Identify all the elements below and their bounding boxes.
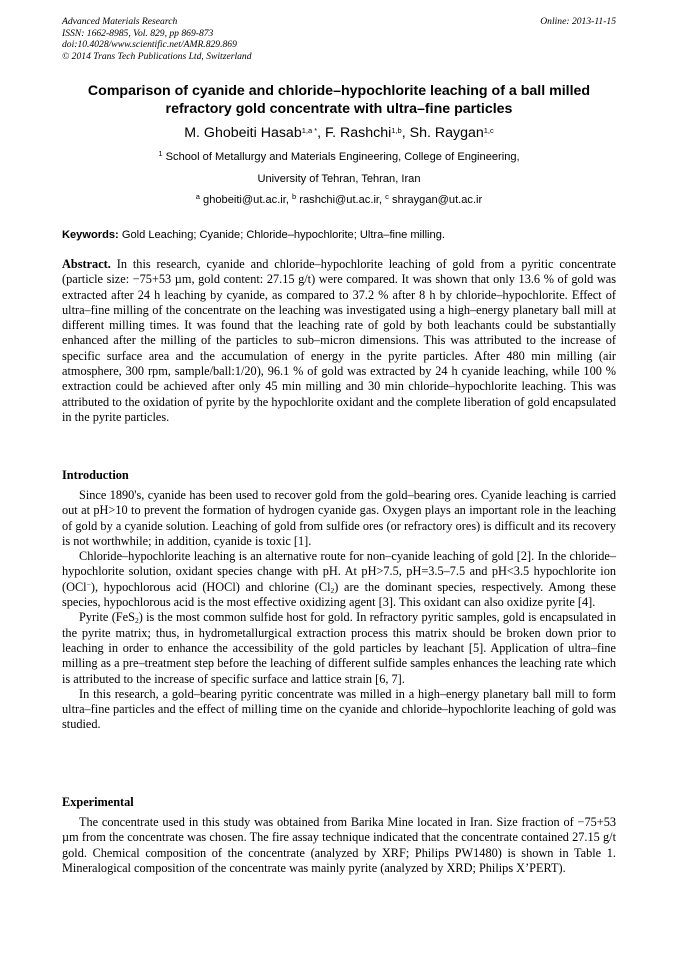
author-name: F. Rashchi [325,125,392,141]
affiliation-line-1: $^1$ School of Metallurgy and Materials Engineering, College of Engineering, [158,149,520,163]
copyright: © 2014 Trans Tech Publications Ltd, Switzerland [62,50,252,62]
introduction-body [62,488,616,733]
experimental-body [62,815,616,876]
paragraph: The concentrate used in this study was obtained from Barika Mine located in Iran. Size fraction of −75+53 µm from the concentrate was chosen. The fire assay technique indicated that the concentrate contained 27.15 g/t gold. Chemical composition of the concentrate (analyzed by XRF; Philips PW1480) is shown in Table 1. Mineralogical composition of the concentrate was mainly pyrite (analyzed by XRD; Philips X’PERT). [62,815,616,875]
abstract-text: In this research, cyanide and chloride–hypochlorite leaching of gold from a pyritic concentrate (particle size: −75+53 µm, gold content: 27.15 g/t) were compared. It was shown that only 13.6 % of gold was extracted after 24 h leaching by cyanide, as compared to 37.2 % after 8 h by chloride–hypochlorite. Effect of ultra–fine milling of the concentrate on the leaching was investigated using a high–energy planetary ball mill at different milling times. It was found that the leaching rate of gold by both leachants could be substantially enhanced after the milling of the particles to sub–micron dimensions. This was attributed to the increase of specific surface area and the accumulation of energy in the pyrite particles. After 480 min milling (air atmosphere, 300 rpm, sample/ball:1/20), 96.1 % of gold was extracted by 24 h cyanide leaching, while 100 % extraction could be achieved after only 45 min milling and 30 min chloride–hypochlorite leaching. This was attributed to the oxidation of pyrite by the hypochlorite oxidant and the complete liberation of gold encapsulated in the pyrite particles. [62,257,617,424]
affiliation-sup: 1 [158,149,163,158]
abstract-label: Abstract. [62,257,111,271]
paragraph: In this research, a gold–bearing pyritic concentrate was milled in a high–energy planetary ball mill to form ultra–fine particles and the effect of milling time on the cyanide and chloride–hypochlorite leaching of gold was studied. [62,686,616,732]
keywords [62,228,616,242]
abstract [62,257,616,425]
author-name: Sh. Raygan [409,125,484,141]
author-sup: 1,c [483,126,494,135]
paragraph: Chloride–hypochlorite leaching is an alternative route for non–cyanide leaching of gold [2]. In the chloride–hypochlorite solution, oxidant species change with pH. At pH>7.5, pH=3.5–7.5 and pH<3.5 hypochlorite ion (OCl−), hypochlorous acid (HOCl) and chlorine $(Cl_2)$ are the dominant species, respectively. Among these species, hypochlorous acid is the most effective oxidizing agent [3]. This oxidant can also oxidize pyrite [4]. [62,549,616,610]
journal-name: Advanced Materials Research [62,16,178,27]
section-heading-introduction: Introduction [62,468,129,482]
doi: doi:10.4028/www.scientific.net/AMR.829.869 [62,39,237,51]
email-link[interactable]: shraygan@ut.ac.ir [392,194,483,206]
author-sup: 1,b [391,126,402,135]
affiliation-line-2: University of Tehran, Tehran, Iran [257,173,421,185]
journal-header [62,16,616,62]
paper-title: Comparison of cyanide and chloride–hypochlorite leaching of a ball milled refractory gold concentrate with ultra–fine particles [87,83,591,117]
issn: ISSN: 1662-8985, Vol. 829, pp 869-873 [62,27,214,39]
email-link[interactable]: rashchi@ut.ac.ir [299,194,379,206]
section-heading-experimental: Experimental [62,795,134,809]
keywords-label: Keywords: [62,229,119,241]
paragraph: Since 1890's, cyanide has been used to recover gold from the gold–bearing ores. Cyanide leaching is carried out at pH>10 to prevent the formation of hydrogen cyanide gas. Oxygen plays an important role in the leaching of gold by a cyanide solution. Leaching of gold from sulfide ores (or refractory ores) is difficult and its recovery is not worthwhile; in addition, cyanide is toxic [1]. [62,488,616,548]
author-sup: 1,a * [301,126,318,135]
author-name: M. Ghobeiti Hasab [184,125,302,141]
email-link[interactable]: ghobeiti@ut.ac.ir [203,194,286,206]
author-list: M. Ghobeiti Hasab$^{1,a *}$, F. Rashchi$^{1,b}$, Sh. Raygan$^{1,c}$ [184,125,494,141]
paragraph: Pyrite (FeS$_2$) is the most common sulfide host for gold. In refractory pyritic samples, gold is encapsulated in the pyrite matrix; thus, in hydrometallurgical extraction process this matrix should be broken down prior to leaching in order to enhance the accessibility of the gold particles by leachant [5]. Application of ultra–fine milling as a pre–treatment step before the leaching of different sulfide samples enhances the leaching rate which is attributed to the increase of specific surface and lattice strain [6, 7]. [62,610,617,686]
email-list: $^a$ ghobeiti@ut.ac.ir, $^b$ rashchi@ut.ac.ir, $^c$ shraygan@ut.ac.ir [195,192,483,206]
online-date: Online: 2013-11-15 [540,16,616,27]
keywords-text: Gold Leaching; Cyanide; Chloride–hypochlorite; Ultra–fine milling. [121,229,445,241]
